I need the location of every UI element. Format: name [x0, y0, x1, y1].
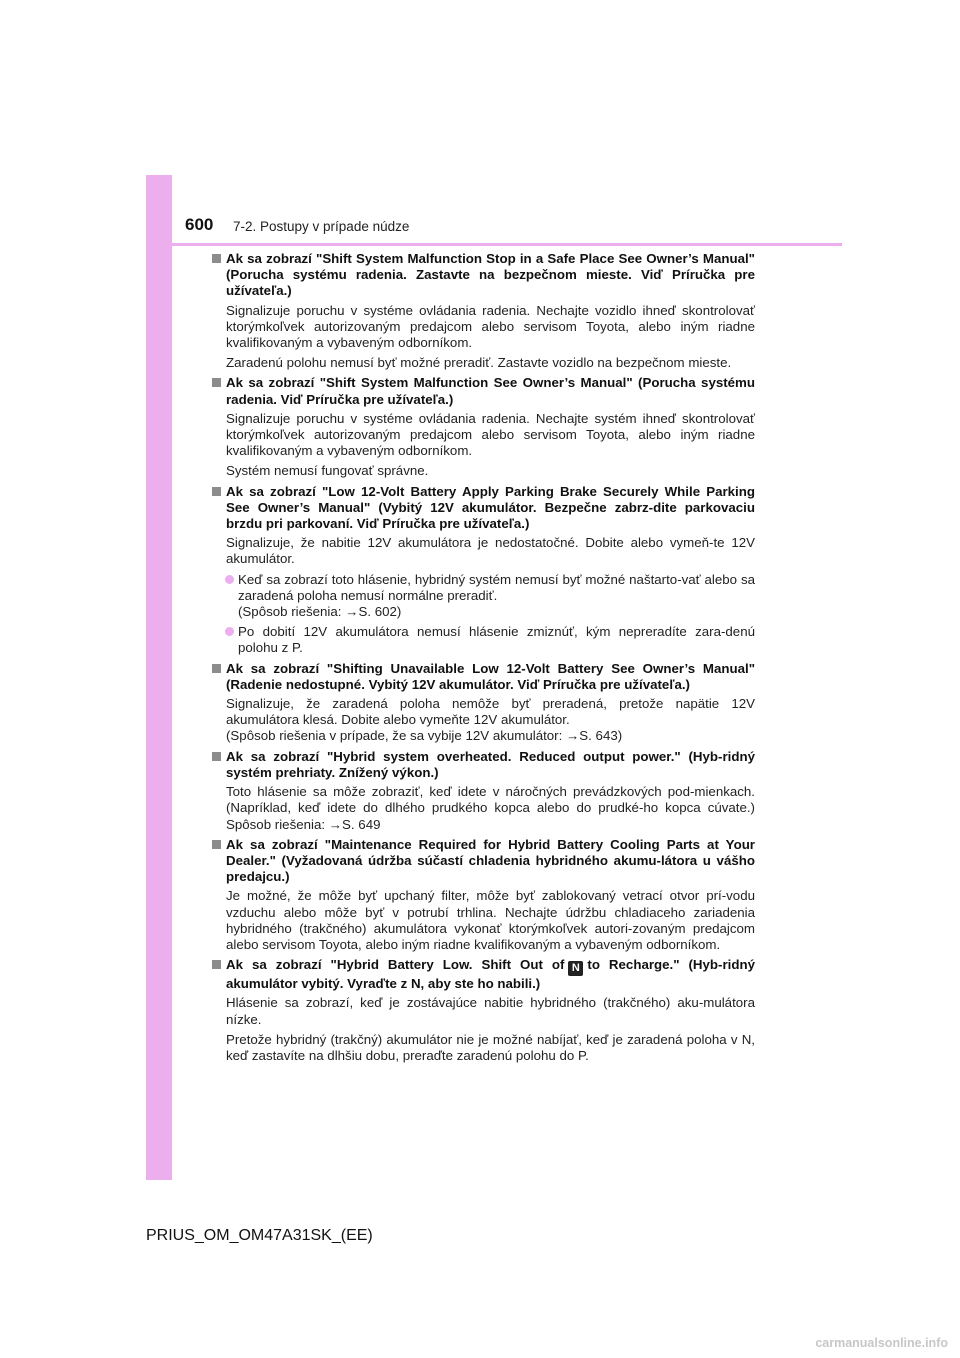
dot-bullet-icon	[225, 627, 234, 636]
square-bullet-icon	[212, 254, 221, 263]
message-entry	[212, 837, 755, 953]
entry-heading: Ak sa zobrazí "Shift System Malfunction See Owner’s Manual" (Porucha systému radenia. Viď Príručka pre užívateľa.)	[212, 375, 755, 407]
entry-bullet: Keď sa zobrazí toto hlásenie, hybridný systém nemusí byť možné naštarto-vať alebo sa zaradená poloha nemusí normálne preradiť. (Spôsob riešenia: →S. 602)	[212, 572, 755, 621]
square-bullet-icon	[212, 664, 221, 673]
dot-bullet-icon	[225, 575, 234, 584]
message-entry	[212, 661, 755, 745]
entry-paragraph: Signalizuje poruchu v systéme ovládania radenia. Nechajte vozidlo ihneď skontrolovať ktorýmkoľvek autorizovaným predajcom alebo servisom Toyota, alebo iným riadne kvalifikovaným a vybaveným odborníkom.	[226, 302, 755, 351]
page-number: 600	[185, 215, 214, 234]
watermark: carmanualsonline.info	[815, 1336, 948, 1350]
message-entry	[212, 484, 755, 657]
gear-n-icon: N	[568, 961, 583, 976]
document-code: PRIUS_OM_OM47A31SK_(EE)	[146, 1227, 373, 1244]
section-title: 7-2. Postupy v prípade núdze	[233, 219, 410, 234]
message-entry	[212, 375, 755, 479]
entry-heading: Ak sa zobrazí "Hybrid Battery Low. Shift Out of N to Recharge." (Hyb-ridný akumulátor vybitý. Vyraďte z N, aby ste ho nabili.)	[212, 957, 755, 992]
entry-bullet: Po dobití 12V akumulátora nemusí hlásenie zmiznúť, kým nepreradíte zara-denú polohu z P.	[212, 624, 755, 656]
header-rule	[146, 243, 842, 246]
square-bullet-icon	[212, 378, 221, 387]
entry-heading: Ak sa zobrazí "Maintenance Required for Hybrid Battery Cooling Parts at Your Dealer." (Vyžadovaná údržba súčastí chladenia hybridného akumu-látora u vášho predajcu.)	[212, 837, 755, 886]
entry-heading: Ak sa zobrazí "Hybrid system overheated. Reduced output power." (Hyb-ridný systém prehriaty. Znížený výkon.)	[212, 749, 755, 781]
entry-paragraph: Hlásenie sa zobrazí, keď je zostávajúce nabitie hybridného (trakčného) aku-mulátora nízke.	[226, 995, 755, 1027]
entry-paragraph: Zaradenú polohu nemusí byť možné preradiť. Zastavte vozidlo na bezpečnom mieste.	[226, 355, 732, 371]
entry-paragraph: Signalizuje, že nabitie 12V akumulátora je nedostatočné. Dobite alebo vymeň-te 12V akumulátor.	[226, 535, 755, 567]
solution-reference: (Spôsob riešenia: →S. 602)	[238, 604, 402, 620]
entry-paragraph: Systém nemusí fungovať správne.	[226, 463, 429, 479]
content-body	[212, 251, 755, 1068]
message-entry	[212, 957, 755, 1064]
entry-paragraph: Signalizuje poruchu v systéme ovládania radenia. Nechajte systém ihneď skontrolovať ktorýmkoľvek autorizovaným predajcom alebo servisom Toyota, alebo iným riadne kvalifikovaným a vybaveným odborníkom.	[226, 410, 755, 459]
square-bullet-icon	[212, 960, 221, 969]
entry-heading: Ak sa zobrazí "Low 12-Volt Battery Apply Parking Brake Securely While Parking See Owner’s Manual" (Vybitý 12V akumulátor. Bezpečne zabrz-dite parkovaciu brzdu pri parkovaní. Viď Príručka pre užívateľa.)	[212, 484, 755, 533]
entry-paragraph: Pretože hybridný (trakčný) akumulátor nie je možné nabíjať, keď je zaradená poloha v N, keď zastavíte na dlhšiu dobu, preraďte zaradenú polohu do P.	[226, 1031, 755, 1063]
sidebar-band	[146, 175, 172, 1180]
entry-paragraph: Toto hlásenie sa môže zobraziť, keď idete v náročných prevádzkových pod-mienkach. (Napríklad, keď idete do dlhého prudkého kopca alebo do prudké-ho kopca cúvate.) Spôsob riešenia: →S. 649	[226, 784, 755, 832]
entry-heading: Ak sa zobrazí "Shift System Malfunction Stop in a Safe Place See Owner’s Manual" (Porucha systému radenia. Zastavte na bezpečnom mieste. Viď Príručka pre užívateľa.)	[212, 251, 755, 300]
message-entry	[212, 749, 755, 833]
entry-paragraph: Je možné, že môže byť upchaný filter, môže byť zablokovaný vetrací otvor prí-vodu vzduchu alebo môže byť v potrubí trhlina. Nechajte údržbu chladiaceho zariadenia hybridného (trakčného) akumulátora vykonať ktorýmkoľvek autori-zovaným predajcom alebo servisom Toyota, alebo iným riadne kvalifikovaným a vybaveným odborníkom.	[226, 888, 755, 952]
square-bullet-icon	[212, 487, 221, 496]
entry-paragraph: Signalizuje, že zaradená poloha nemôže byť preradená, pretože napätie 12V akumulátora klesá. Dobite alebo vymeňte 12V akumulátor. (Spôsob riešenia v prípade, že sa vybije 12V akumulátor: →S. 643)	[226, 696, 755, 744]
square-bullet-icon	[212, 840, 221, 849]
message-entry	[212, 251, 755, 371]
square-bullet-icon	[212, 752, 221, 761]
entry-heading: Ak sa zobrazí "Shifting Unavailable Low 12-Volt Battery See Owner’s Manual" (Radenie nedostupné. Vybitý 12V akumulátor. Viď Príručka pre užívateľa.)	[212, 661, 755, 693]
